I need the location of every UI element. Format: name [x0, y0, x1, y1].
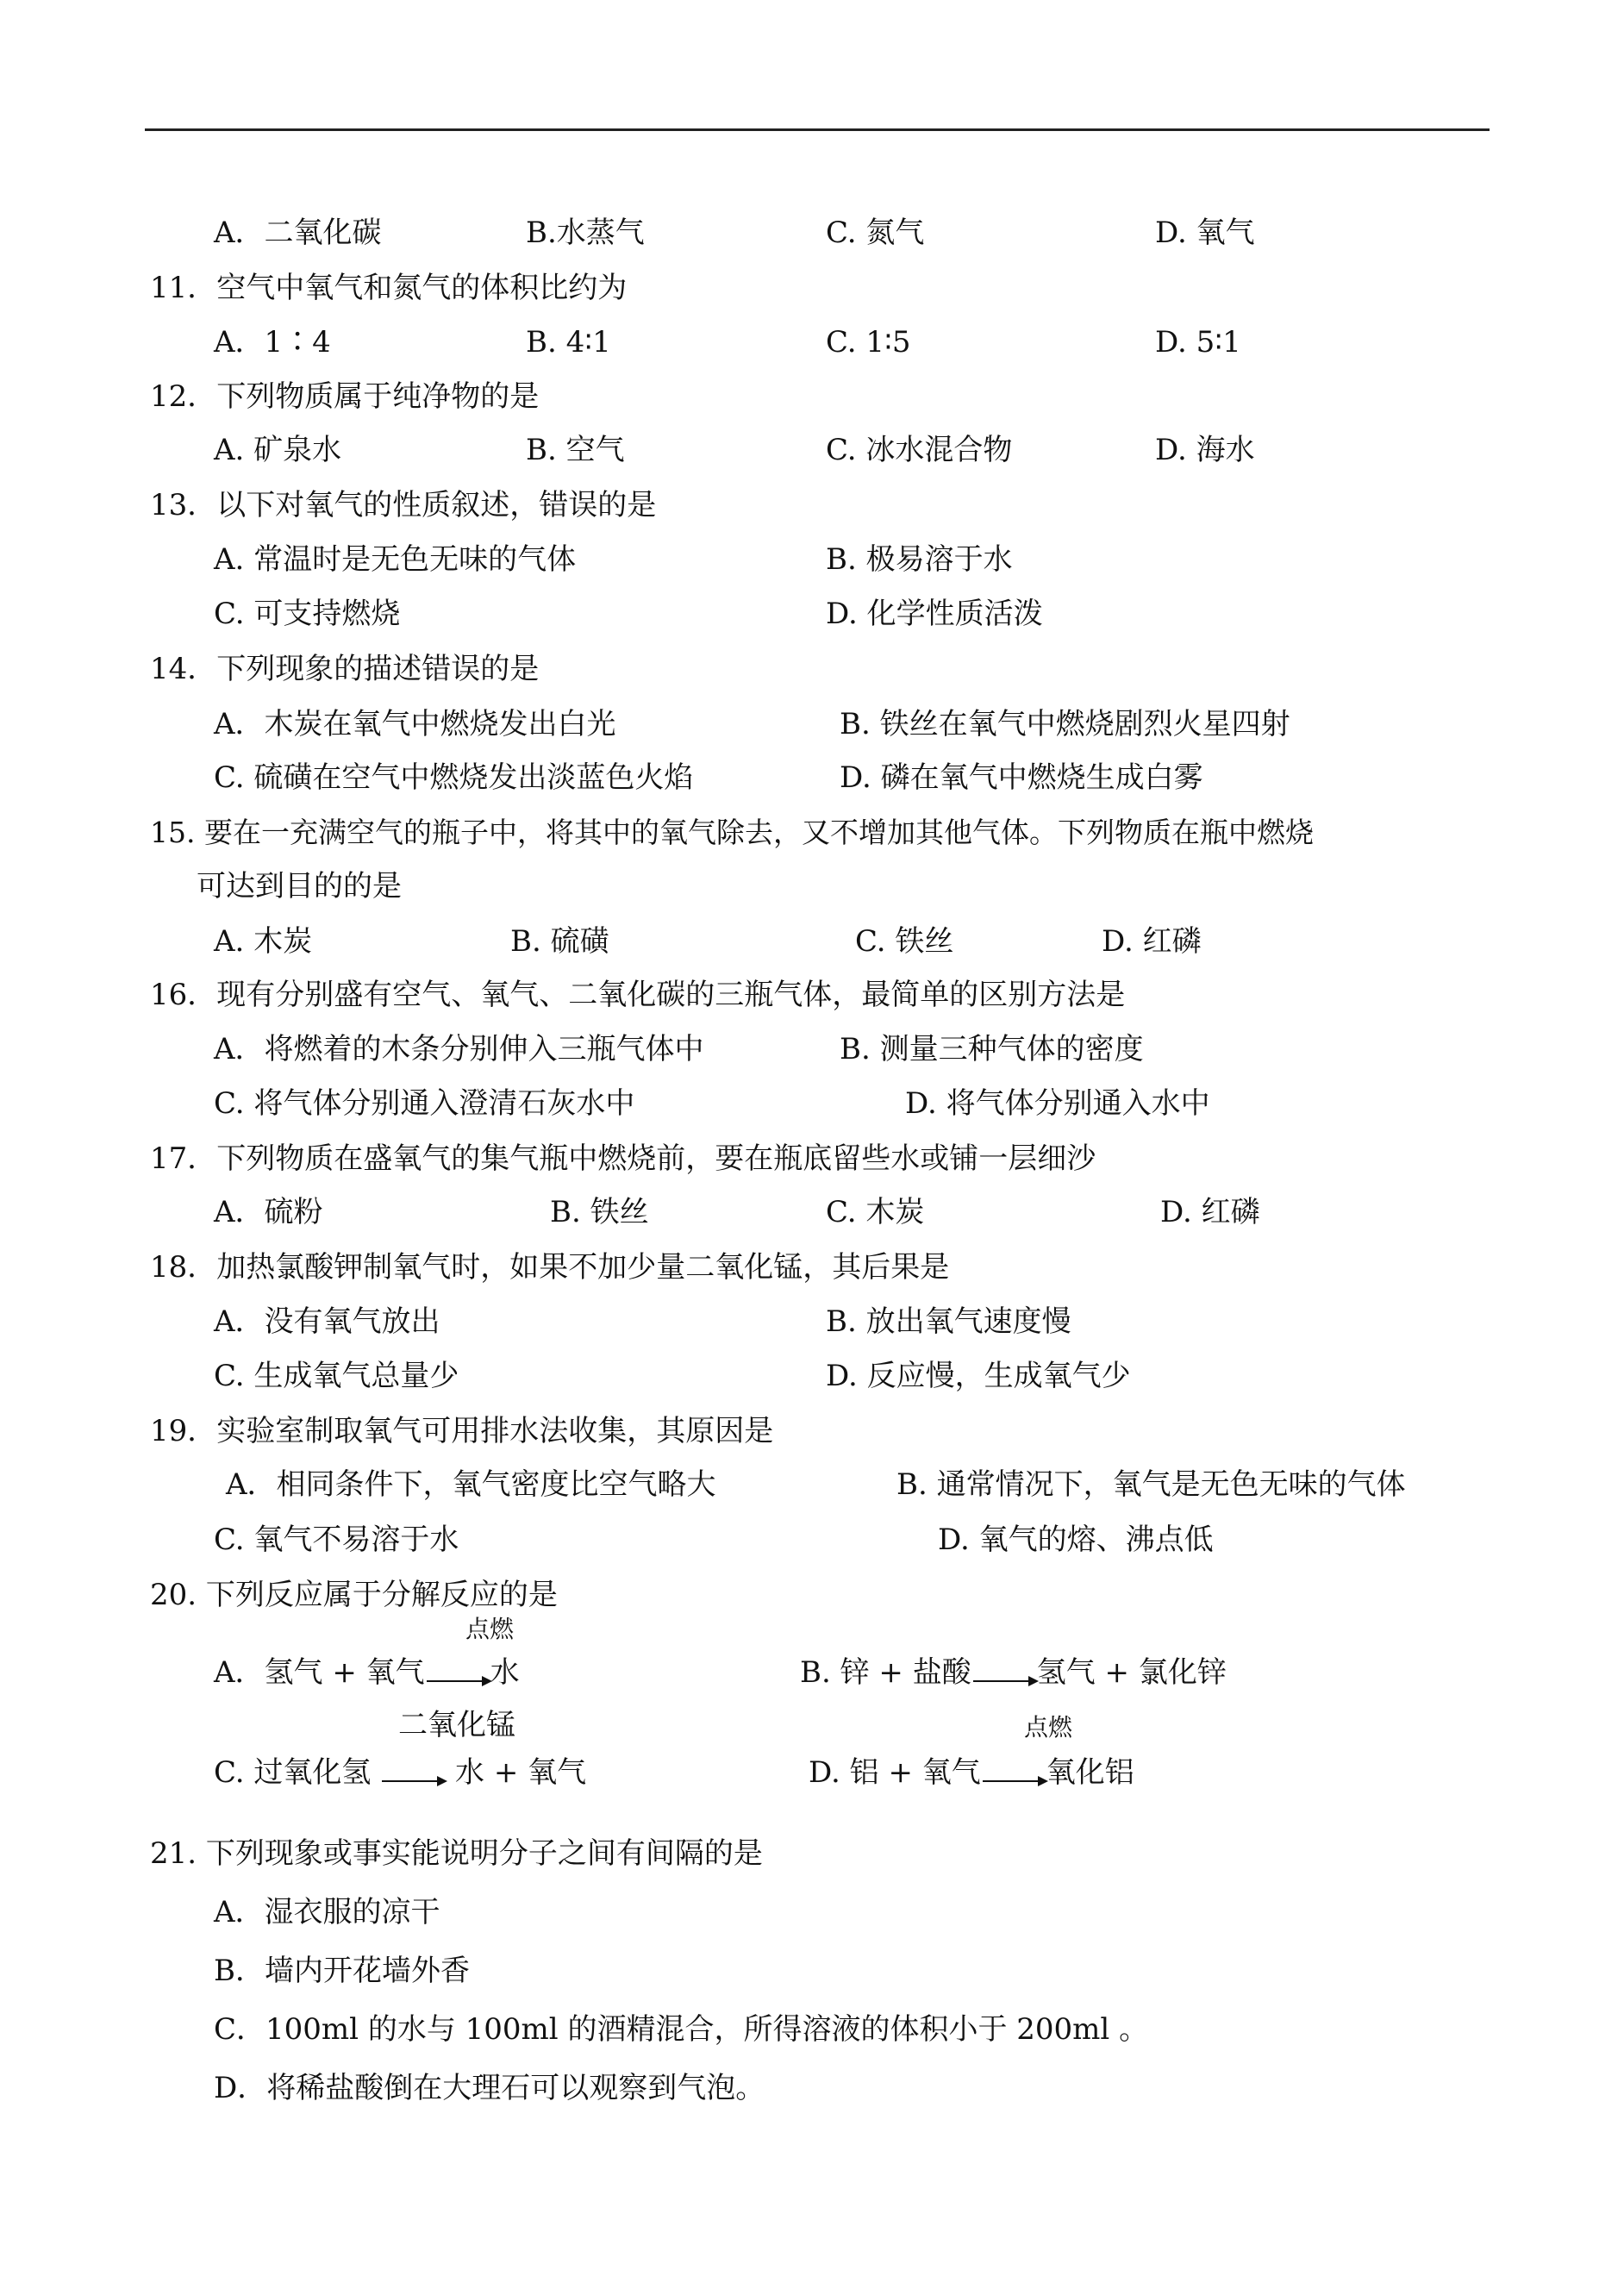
q20-a-condition: 点燃	[465, 1615, 515, 1643]
q17-option-b: B. 铁丝	[550, 1195, 649, 1229]
q12-option-b: B. 空气	[526, 433, 625, 467]
q20-b-products: 氢气 + 氯化锌	[1036, 1655, 1227, 1690]
q16-option-c: C. 将气体分别通入澄清石灰水中	[214, 1086, 635, 1121]
q21-stem: 21. 下列现象或事实能说明分子之间有间隔的是	[150, 1836, 763, 1871]
q13-stem: 13．以下对氧气的性质叙述，错误的是	[150, 488, 657, 522]
q11-option-c: C. 1∶5	[826, 325, 911, 360]
q13-option-b: B. 极易溶于水	[826, 542, 1013, 577]
reaction-arrow-icon	[382, 1761, 444, 1782]
q17-option-a: A．硫粉	[214, 1195, 323, 1229]
q14-option-b: B. 铁丝在氧气中燃烧剧烈火星四射	[840, 707, 1290, 741]
q20-b-reactants: B. 锌 + 盐酸	[800, 1655, 971, 1690]
q19-option-d: D. 氧气的熔、沸点低	[938, 1523, 1214, 1557]
q18-option-b: B. 放出氧气速度慢	[826, 1304, 1071, 1339]
q12-stem: 12．下列物质属于纯净物的是	[150, 379, 540, 414]
q20-a-reactants: A．氢气 + 氧气	[214, 1655, 425, 1690]
q16-stem: 16．现有分别盛有空气、氧气、二氧化碳的三瓶气体，最简单的区别方法是	[150, 978, 1126, 1012]
q18-stem: 18．加热氯酸钾制氧气时，如果不加少量二氧化锰，其后果是	[150, 1250, 950, 1285]
q16-option-b: B. 测量三种气体的密度	[840, 1032, 1144, 1066]
reaction-arrow-icon	[973, 1661, 1035, 1682]
q20-d-reactants: D. 铝 + 氧气	[809, 1755, 981, 1790]
q15-option-c: C. 铁丝	[855, 924, 954, 959]
q12-option-c: C. 冰水混合物	[826, 433, 1013, 467]
q12-option-a: A. 矿泉水	[214, 433, 342, 467]
q19-option-b: B. 通常情况下，氧气是无色无味的气体	[896, 1467, 1406, 1502]
q17-option-c: C. 木炭	[826, 1195, 925, 1229]
q11-stem: 11．空气中氧气和氮气的体积比约为	[150, 271, 628, 305]
q19-option-c: C. 氧气不易溶于水	[214, 1523, 459, 1557]
q21-option-b: B．墙内开花墙外香	[214, 1954, 470, 1988]
q10-option-c: C. 氮气	[826, 216, 925, 250]
reaction-arrow-icon	[983, 1761, 1045, 1782]
q13-option-a: A. 常温时是无色无味的气体	[214, 542, 577, 577]
q20-c-condition: 二氧化锰	[398, 1708, 515, 1742]
q20-stem: 20. 下列反应属于分解反应的是	[150, 1578, 558, 1612]
q17-option-d: D. 红磷	[1160, 1195, 1260, 1229]
q20-c-reactant: C. 过氧化氢	[214, 1755, 372, 1790]
q16-option-a: A．将燃着的木条分别伸入三瓶气体中	[214, 1032, 704, 1066]
q15-option-a: A. 木炭	[214, 924, 313, 959]
q20-a-product: 水	[490, 1655, 520, 1690]
q21-option-a: A．湿衣服的凉干	[214, 1895, 440, 1929]
q15-stem-continued: 可达到目的的是	[197, 869, 402, 904]
q13-option-c: C. 可支持燃烧	[214, 597, 401, 631]
q11-option-a: A．1∶4	[214, 325, 331, 360]
q20-option-a	[214, 1655, 520, 1690]
q11-option-b: B. 4∶1	[526, 325, 611, 360]
q18-option-a: A．没有氧气放出	[214, 1304, 440, 1339]
q16-option-d: D. 将气体分别通入水中	[905, 1086, 1210, 1121]
q11-option-d: D. 5∶1	[1155, 325, 1241, 360]
header-rule	[145, 128, 1490, 131]
reaction-arrow-icon	[427, 1661, 489, 1682]
q14-stem: 14．下列现象的描述错误的是	[150, 652, 540, 686]
q13-option-d: D. 化学性质活泼	[826, 597, 1043, 631]
q14-option-a: A．木炭在氧气中燃烧发出白光	[214, 707, 616, 741]
q12-option-d: D. 海水	[1155, 433, 1255, 467]
q15-stem: 15. 要在一充满空气的瓶子中，将其中的氧气除去，又不增加其他气体。下列物质在瓶中燃烧	[150, 816, 1314, 849]
q20-option-b	[800, 1655, 1227, 1690]
q20-option-c	[214, 1755, 586, 1790]
q10-option-d: D. 氧气	[1155, 216, 1255, 250]
q18-option-d: D. 反应慢，生成氧气少	[826, 1359, 1131, 1393]
q21-option-c: C．100ml 的水与 100ml 的酒精混合，所得溶液的体积小于 200ml 。	[214, 2012, 1149, 2047]
q20-option-d	[809, 1755, 1134, 1790]
q14-option-c: C. 硫磺在空气中燃烧发出淡蓝色火焰	[214, 760, 694, 795]
q21-option-d: D．将稀盐酸倒在大理石可以观察到气泡。	[214, 2071, 765, 2105]
q20-d-product: 氧化铝	[1046, 1755, 1134, 1790]
q20-c-products: 水 + 氧气	[455, 1755, 587, 1790]
q10-option-b: B.水蒸气	[526, 216, 645, 250]
q18-option-c: C. 生成氧气总量少	[214, 1359, 459, 1393]
q19-option-a: A．相同条件下，氧气密度比空气略大	[226, 1467, 716, 1502]
q19-stem: 19．实验室制取氧气可用排水法收集，其原因是	[150, 1414, 774, 1448]
q17-stem: 17．下列物质在盛氧气的集气瓶中燃烧前，要在瓶底留些水或铺一层细沙	[150, 1141, 1096, 1176]
q14-option-d: D. 磷在氧气中燃烧生成白雾	[840, 760, 1203, 795]
q15-option-d: D. 红磷	[1102, 924, 1202, 959]
q20-d-condition: 点燃	[1024, 1713, 1073, 1742]
q10-option-a: A．二氧化碳	[214, 216, 382, 250]
q15-option-b: B. 硫磺	[510, 924, 609, 959]
